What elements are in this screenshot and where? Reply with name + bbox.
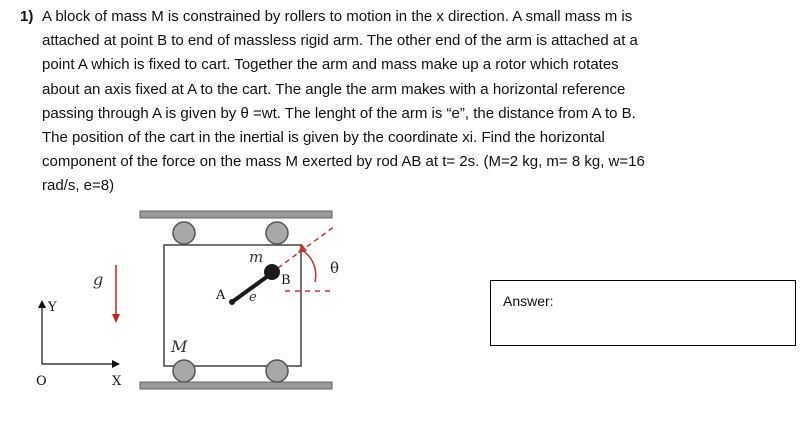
label-arm-length: e [249,290,257,305]
small-mass-m [264,264,280,280]
label-point-b: B [281,273,291,288]
problem-number: 1) [20,8,34,25]
problem-line: passing through A is given by θ =wt. The lenght of the arm is “e”, the distance from A to B. [42,104,636,122]
problem-line: The position of the cart in the inertial is given by the coordinate xi. Find the horizontal [42,129,605,147]
label-axis-x: X [112,374,122,389]
problem-line: rad/s, e=8) [42,177,115,195]
label-angle: θ [330,259,340,277]
rotor-cart-diagram [20,200,360,415]
answer-label: Answer: [503,293,554,309]
pivot-a [229,299,235,305]
roller-top-right [266,222,288,244]
bottom-rail [140,382,332,389]
problem-line: component of the force on the mass M exerted by rod AB at t= 2s. (M=2 kg, m= 8 kg, w=16 [42,153,645,171]
problem-line: A block of mass M is constrained by rollers to motion in the x direction. A small mass m is [42,8,633,25]
top-rail [140,211,332,218]
answer-box[interactable] [490,280,796,346]
roller-top-left [173,222,195,244]
label-mass-cart: M [171,337,188,356]
label-mass-small: m [249,248,264,266]
roller-bottom-right [266,360,288,382]
gravity-arrowhead [112,314,120,323]
label-axis-y: Y [48,300,57,315]
x-axis-arrowhead [112,360,120,368]
label-point-a: A [216,288,226,303]
label-origin: O [36,374,47,389]
problem-text [42,5,742,199]
roller-bottom-left [173,360,195,382]
angle-arc [302,250,316,282]
label-gravity: g [93,270,104,289]
y-axis-arrowhead [38,300,46,308]
problem-line: attached at point B to end of massless rigid arm. The other end of the arm is attached at a [42,32,638,50]
problem-line: about an axis fixed at A to the cart. The angle the arm makes with a horizontal reference [42,80,626,98]
problem-line: point A which is fixed to cart. Together the arm and mass make up a rotor which rotates [42,56,619,74]
